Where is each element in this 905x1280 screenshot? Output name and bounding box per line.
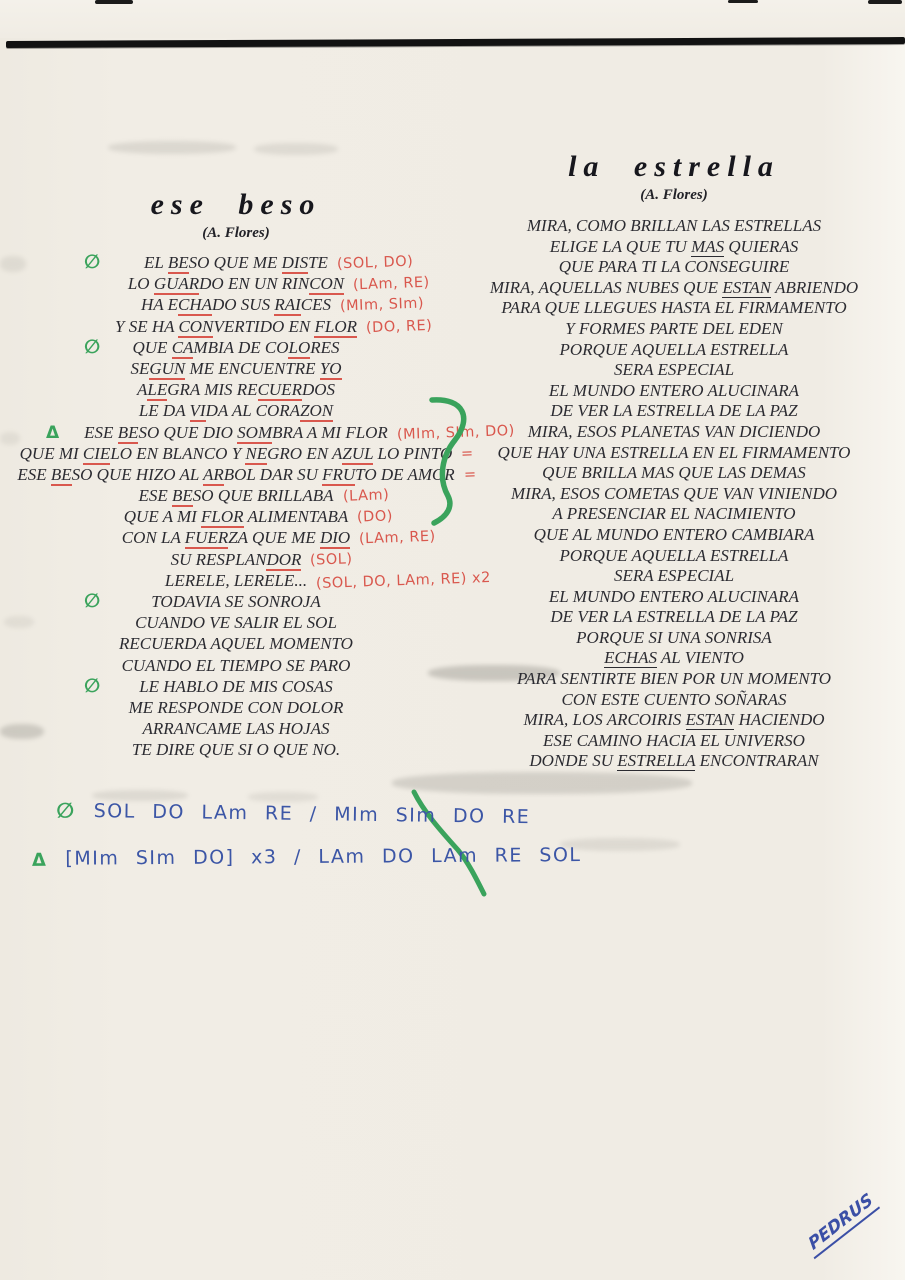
smudge bbox=[254, 143, 338, 155]
chord-progression-text: [MIm SIm DO] x3 / LAm DO LAm RE SOL bbox=[65, 844, 582, 870]
lyric-text: PORQUE SI UNA SONRISA bbox=[576, 627, 772, 647]
lyric-line bbox=[443, 257, 905, 278]
lyric-line bbox=[443, 278, 905, 299]
stressed-syllable: BE bbox=[50, 464, 72, 484]
stressed-syllable: YO bbox=[319, 358, 342, 378]
lyric-line bbox=[0, 527, 472, 548]
triangle-mark-icon: Δ bbox=[31, 849, 48, 871]
green-brace-ink bbox=[424, 394, 486, 530]
stressed-syllable: SOM bbox=[237, 422, 273, 442]
lyric-text: A PRESENCIAR EL NACIMIENTO bbox=[552, 504, 796, 524]
chord-annotation: (MIm, SIm, DO) bbox=[396, 422, 515, 443]
song-ese-beso bbox=[0, 188, 515, 761]
stressed-syllable: VI bbox=[189, 401, 206, 421]
chord-progression-text: SOL DO LAm RE / MIm SIm DO RE bbox=[93, 800, 531, 829]
lyric-text: Y FORMES PARTE DEL EDEN bbox=[565, 318, 783, 338]
scan-speck bbox=[728, 0, 758, 3]
lyric-text: ESE BESO QUE BRILLABA bbox=[138, 486, 334, 506]
stressed-syllable: ESTRELLA bbox=[617, 751, 696, 771]
signature: PEDRUS bbox=[803, 1188, 880, 1259]
chord-annotation: (LAm) bbox=[342, 487, 390, 505]
stressed-syllable: CIE bbox=[82, 443, 111, 463]
stressed-syllable: CHA bbox=[177, 295, 212, 315]
lyric-line bbox=[0, 294, 472, 315]
lyric-text: ESE BESO QUE DIO SOMBRA A MI FLOR bbox=[84, 422, 388, 442]
stressed-syllable: DOR bbox=[266, 549, 302, 569]
lyric-line bbox=[443, 546, 905, 567]
lyric-line bbox=[443, 422, 905, 443]
lyric-line bbox=[443, 607, 905, 628]
lyric-text: LERELE, LERELE... bbox=[164, 570, 308, 590]
lyric-text: QUE A MI FLOR ALIMENTABA bbox=[123, 507, 349, 527]
lyric-line bbox=[443, 381, 905, 402]
chord-annotation: (SOL) bbox=[310, 550, 354, 569]
lyric-line bbox=[0, 358, 472, 379]
lyric-text: LO GUARDO EN UN RINCON bbox=[127, 274, 345, 294]
chord-annotation: (LAm, RE) bbox=[358, 529, 437, 548]
lyric-line bbox=[443, 566, 905, 587]
lyric-text: MIRA, AQUELLAS NUBES QUE ESTAN ABRIENDO bbox=[489, 277, 859, 297]
song-la-estrella bbox=[443, 150, 905, 772]
chord-annotation: = bbox=[463, 466, 477, 484]
scan-speck bbox=[95, 0, 133, 4]
stressed-syllable: GUN bbox=[149, 358, 186, 378]
chord-progression-notes bbox=[30, 798, 582, 890]
lyric-text: Y SE HA CONVERTIDO EN FLOR bbox=[115, 316, 357, 336]
lyric-text: QUE HAY UNA ESTRELLA EN EL FIRMAMENTO bbox=[497, 442, 851, 462]
lyric-text: PORQUE AQUELLA ESTRELLA bbox=[559, 545, 789, 565]
stressed-syllable: ZON bbox=[300, 401, 334, 421]
lyric-text: EL MUNDO ENTERO ALUCINARA bbox=[548, 586, 800, 606]
lyric-line bbox=[0, 485, 472, 506]
lyric-line bbox=[443, 648, 905, 669]
lyric-text: EL BESO QUE ME DISTE bbox=[144, 253, 328, 272]
scan-black-bar bbox=[6, 37, 905, 48]
lyric-line bbox=[0, 379, 472, 400]
lyric-line bbox=[443, 731, 905, 752]
lyric-line bbox=[0, 569, 492, 592]
chord-progression-row bbox=[30, 844, 582, 892]
lyric-text: MIRA, ESOS COMETAS QUE VAN VINIENDO bbox=[510, 483, 838, 503]
slashed-o-mark-icon: ∅ bbox=[84, 674, 101, 697]
lyric-text: LE HABLO DE MIS COSAS bbox=[139, 676, 333, 696]
song-author: (A. Flores) bbox=[202, 225, 270, 241]
scan-top-margin bbox=[0, 0, 905, 38]
lyric-line bbox=[0, 676, 472, 697]
lyrics bbox=[443, 216, 905, 772]
stressed-syllable: CON bbox=[178, 316, 214, 336]
lyric-line bbox=[443, 690, 905, 711]
lyric-text: MIRA, COMO BRILLAN LAS ESTRELLAS bbox=[526, 216, 822, 235]
lyric-line bbox=[443, 360, 905, 381]
lyric-text: SEGUN ME ENCUENTRE YO bbox=[130, 358, 342, 378]
lyric-text: TODAVIA SE SONROJA bbox=[151, 592, 321, 611]
stressed-syllable: ZUL bbox=[342, 443, 374, 463]
smudge bbox=[108, 141, 236, 154]
lyrics bbox=[0, 251, 515, 761]
lyric-text: CUANDO EL TIEMPO SE PARO bbox=[121, 655, 351, 675]
song-title: la estrella bbox=[568, 150, 780, 183]
stressed-syllable: ESTAN bbox=[722, 277, 772, 297]
slashed-o-mark-icon: ∅ bbox=[84, 590, 101, 612]
lyric-line bbox=[443, 669, 905, 690]
lyric-line bbox=[443, 463, 905, 484]
lyric-text: ECHAS AL VIENTO bbox=[604, 648, 744, 668]
lyric-line bbox=[0, 464, 477, 485]
lyric-line bbox=[0, 316, 472, 337]
slashed-o-mark-icon: ∅ bbox=[55, 798, 76, 823]
lyric-text: QUE PARA TI LA CONSEGUIRE bbox=[558, 257, 790, 277]
slashed-o-mark-icon: ∅ bbox=[84, 251, 101, 273]
lyric-line bbox=[443, 628, 905, 649]
slashed-o-mark-icon: ∅ bbox=[84, 335, 101, 358]
lyric-text: PORQUE AQUELLA ESTRELLA bbox=[559, 339, 789, 359]
chord-annotation: = bbox=[461, 445, 475, 462]
lyric-line bbox=[0, 443, 475, 464]
lyric-text: DONDE SU ESTRELLA ENCONTRARAN bbox=[529, 751, 819, 771]
stressed-syllable: FLOR bbox=[201, 507, 244, 527]
chord-annotation: (SOL, DO) bbox=[336, 253, 414, 273]
lyric-text: SU RESPLANDOR bbox=[170, 549, 302, 569]
lyric-text: ESE BESO QUE HIZO AL ARBOL DAR SU FRUTO DE AMOR bbox=[17, 464, 455, 484]
lyric-text: QUE MI CIELO EN BLANCO Y NEGRO EN AZUL LO PINTO bbox=[19, 443, 453, 463]
stressed-syllable: DIS bbox=[281, 253, 309, 272]
chord-annotation: (MIm, SIm) bbox=[339, 295, 425, 315]
stressed-syllable: MAS bbox=[691, 236, 725, 256]
lyric-line bbox=[443, 710, 905, 731]
lyric-line bbox=[0, 506, 472, 527]
chord-annotation: (DO) bbox=[356, 508, 394, 526]
lyric-line bbox=[443, 401, 905, 422]
lyric-line bbox=[0, 633, 472, 654]
stressed-syllable: ECHAS bbox=[604, 648, 657, 668]
lyric-line bbox=[0, 591, 472, 612]
stressed-syllable: DIO bbox=[319, 528, 351, 548]
lyric-text: MIRA, ESOS PLANETAS VAN DICIENDO bbox=[527, 421, 821, 441]
stressed-syllable: NE bbox=[245, 443, 268, 463]
song-title: ese beso bbox=[150, 188, 322, 221]
lyric-text: CON ESTE CUENTO SOÑARAS bbox=[561, 689, 787, 709]
lyric-text: CON LA FUERZA QUE ME DIO bbox=[121, 528, 351, 548]
stressed-syllable: BE bbox=[172, 486, 193, 506]
lyric-text: PARA SENTIRTE BIEN POR UN MOMENTO bbox=[516, 669, 832, 689]
lyric-line bbox=[443, 298, 905, 319]
lyric-line bbox=[0, 422, 515, 443]
stressed-syllable: LO bbox=[288, 337, 311, 357]
lyric-text: SERA ESPECIAL bbox=[613, 566, 735, 586]
lyric-text: DE VER LA ESTRELLA DE LA PAZ bbox=[550, 607, 798, 627]
lyric-line bbox=[443, 216, 905, 237]
lyric-text: EL MUNDO ENTERO ALUCINARA bbox=[548, 380, 800, 400]
lyric-line bbox=[0, 273, 472, 294]
lyric-text: TE DIRE QUE SI O QUE NO. bbox=[131, 740, 341, 760]
lyric-text: PARA QUE LLEGUES HASTA EL FIRMAMENTO bbox=[501, 298, 847, 318]
lyric-text: ARRANCAME LAS HOJAS bbox=[142, 719, 330, 739]
stressed-syllable: LE bbox=[147, 380, 168, 400]
lyric-text: ME RESPONDE CON DOLOR bbox=[128, 697, 344, 717]
chord-annotation: (SOL, DO, LAm, RE) x2 bbox=[315, 569, 492, 592]
lyric-text: RECUERDA AQUEL MOMENTO bbox=[119, 634, 353, 654]
stressed-syllable: BE bbox=[167, 253, 189, 272]
lyric-text: ESE CAMINO HACIA EL UNIVERSO bbox=[543, 730, 805, 750]
lyric-text: CUANDO VE SALIR EL SOL bbox=[135, 613, 337, 633]
stressed-syllable: FLOR bbox=[314, 316, 357, 336]
lyric-text: QUE AL MUNDO ENTERO CAMBIARA bbox=[533, 524, 815, 544]
lyric-text: MIRA, LOS ARCOIRIS ESTAN HACIENDO bbox=[523, 710, 825, 730]
lyric-line bbox=[0, 549, 472, 570]
lyric-line bbox=[0, 612, 472, 633]
chord-progression-row bbox=[30, 798, 582, 850]
lyric-text: QUE BRILLA MAS QUE LAS DEMAS bbox=[542, 463, 806, 483]
chord-annotation: (DO, RE) bbox=[365, 317, 433, 336]
lyric-text: LE DA VIDA AL CORAZON bbox=[138, 401, 334, 421]
lyric-line bbox=[0, 337, 472, 358]
stressed-syllable: FRU bbox=[322, 464, 356, 484]
lyric-line bbox=[443, 319, 905, 340]
stressed-syllable: AR bbox=[202, 464, 224, 484]
triangle-mark-icon: Δ bbox=[46, 422, 60, 443]
stressed-syllable: CUER bbox=[257, 380, 302, 400]
lyric-line bbox=[0, 655, 472, 676]
stressed-syllable: FUER bbox=[184, 528, 229, 548]
lyric-line bbox=[443, 504, 905, 525]
stressed-syllable: BE bbox=[117, 422, 139, 442]
lyric-line bbox=[443, 751, 905, 772]
song-author: (A. Flores) bbox=[640, 187, 708, 203]
lyric-text: SERA ESPECIAL bbox=[613, 360, 735, 380]
lyric-text: ELIGE LA QUE TU MAS QUIERAS bbox=[549, 236, 799, 256]
lyric-text: HA ECHADO SUS RAICES bbox=[140, 295, 331, 315]
lyric-text: QUE CAMBIA DE COLORES bbox=[132, 337, 340, 357]
lyric-text: ALEGRA MIS RECUERDOS bbox=[136, 380, 336, 400]
lyric-text: DE VER LA ESTRELLA DE LA PAZ bbox=[550, 401, 798, 421]
stressed-syllable: GUAR bbox=[153, 274, 200, 294]
lyric-line bbox=[443, 443, 905, 464]
scan-speck bbox=[868, 0, 902, 4]
lyric-line bbox=[443, 525, 905, 546]
lyric-line bbox=[0, 697, 472, 718]
lyric-line bbox=[0, 252, 472, 273]
chord-annotation: (LAm, RE) bbox=[352, 274, 431, 294]
lyric-line bbox=[0, 400, 472, 421]
lyric-line bbox=[443, 237, 905, 258]
lyric-line bbox=[443, 587, 905, 608]
lyric-line bbox=[443, 340, 905, 361]
lyric-line bbox=[0, 718, 472, 739]
stressed-syllable: RAI bbox=[274, 295, 301, 315]
stressed-syllable: CA bbox=[171, 337, 194, 357]
stressed-syllable: ESTAN bbox=[685, 710, 735, 730]
lyric-line bbox=[443, 484, 905, 505]
stressed-syllable: CON bbox=[309, 274, 345, 294]
lyric-line bbox=[0, 739, 472, 760]
